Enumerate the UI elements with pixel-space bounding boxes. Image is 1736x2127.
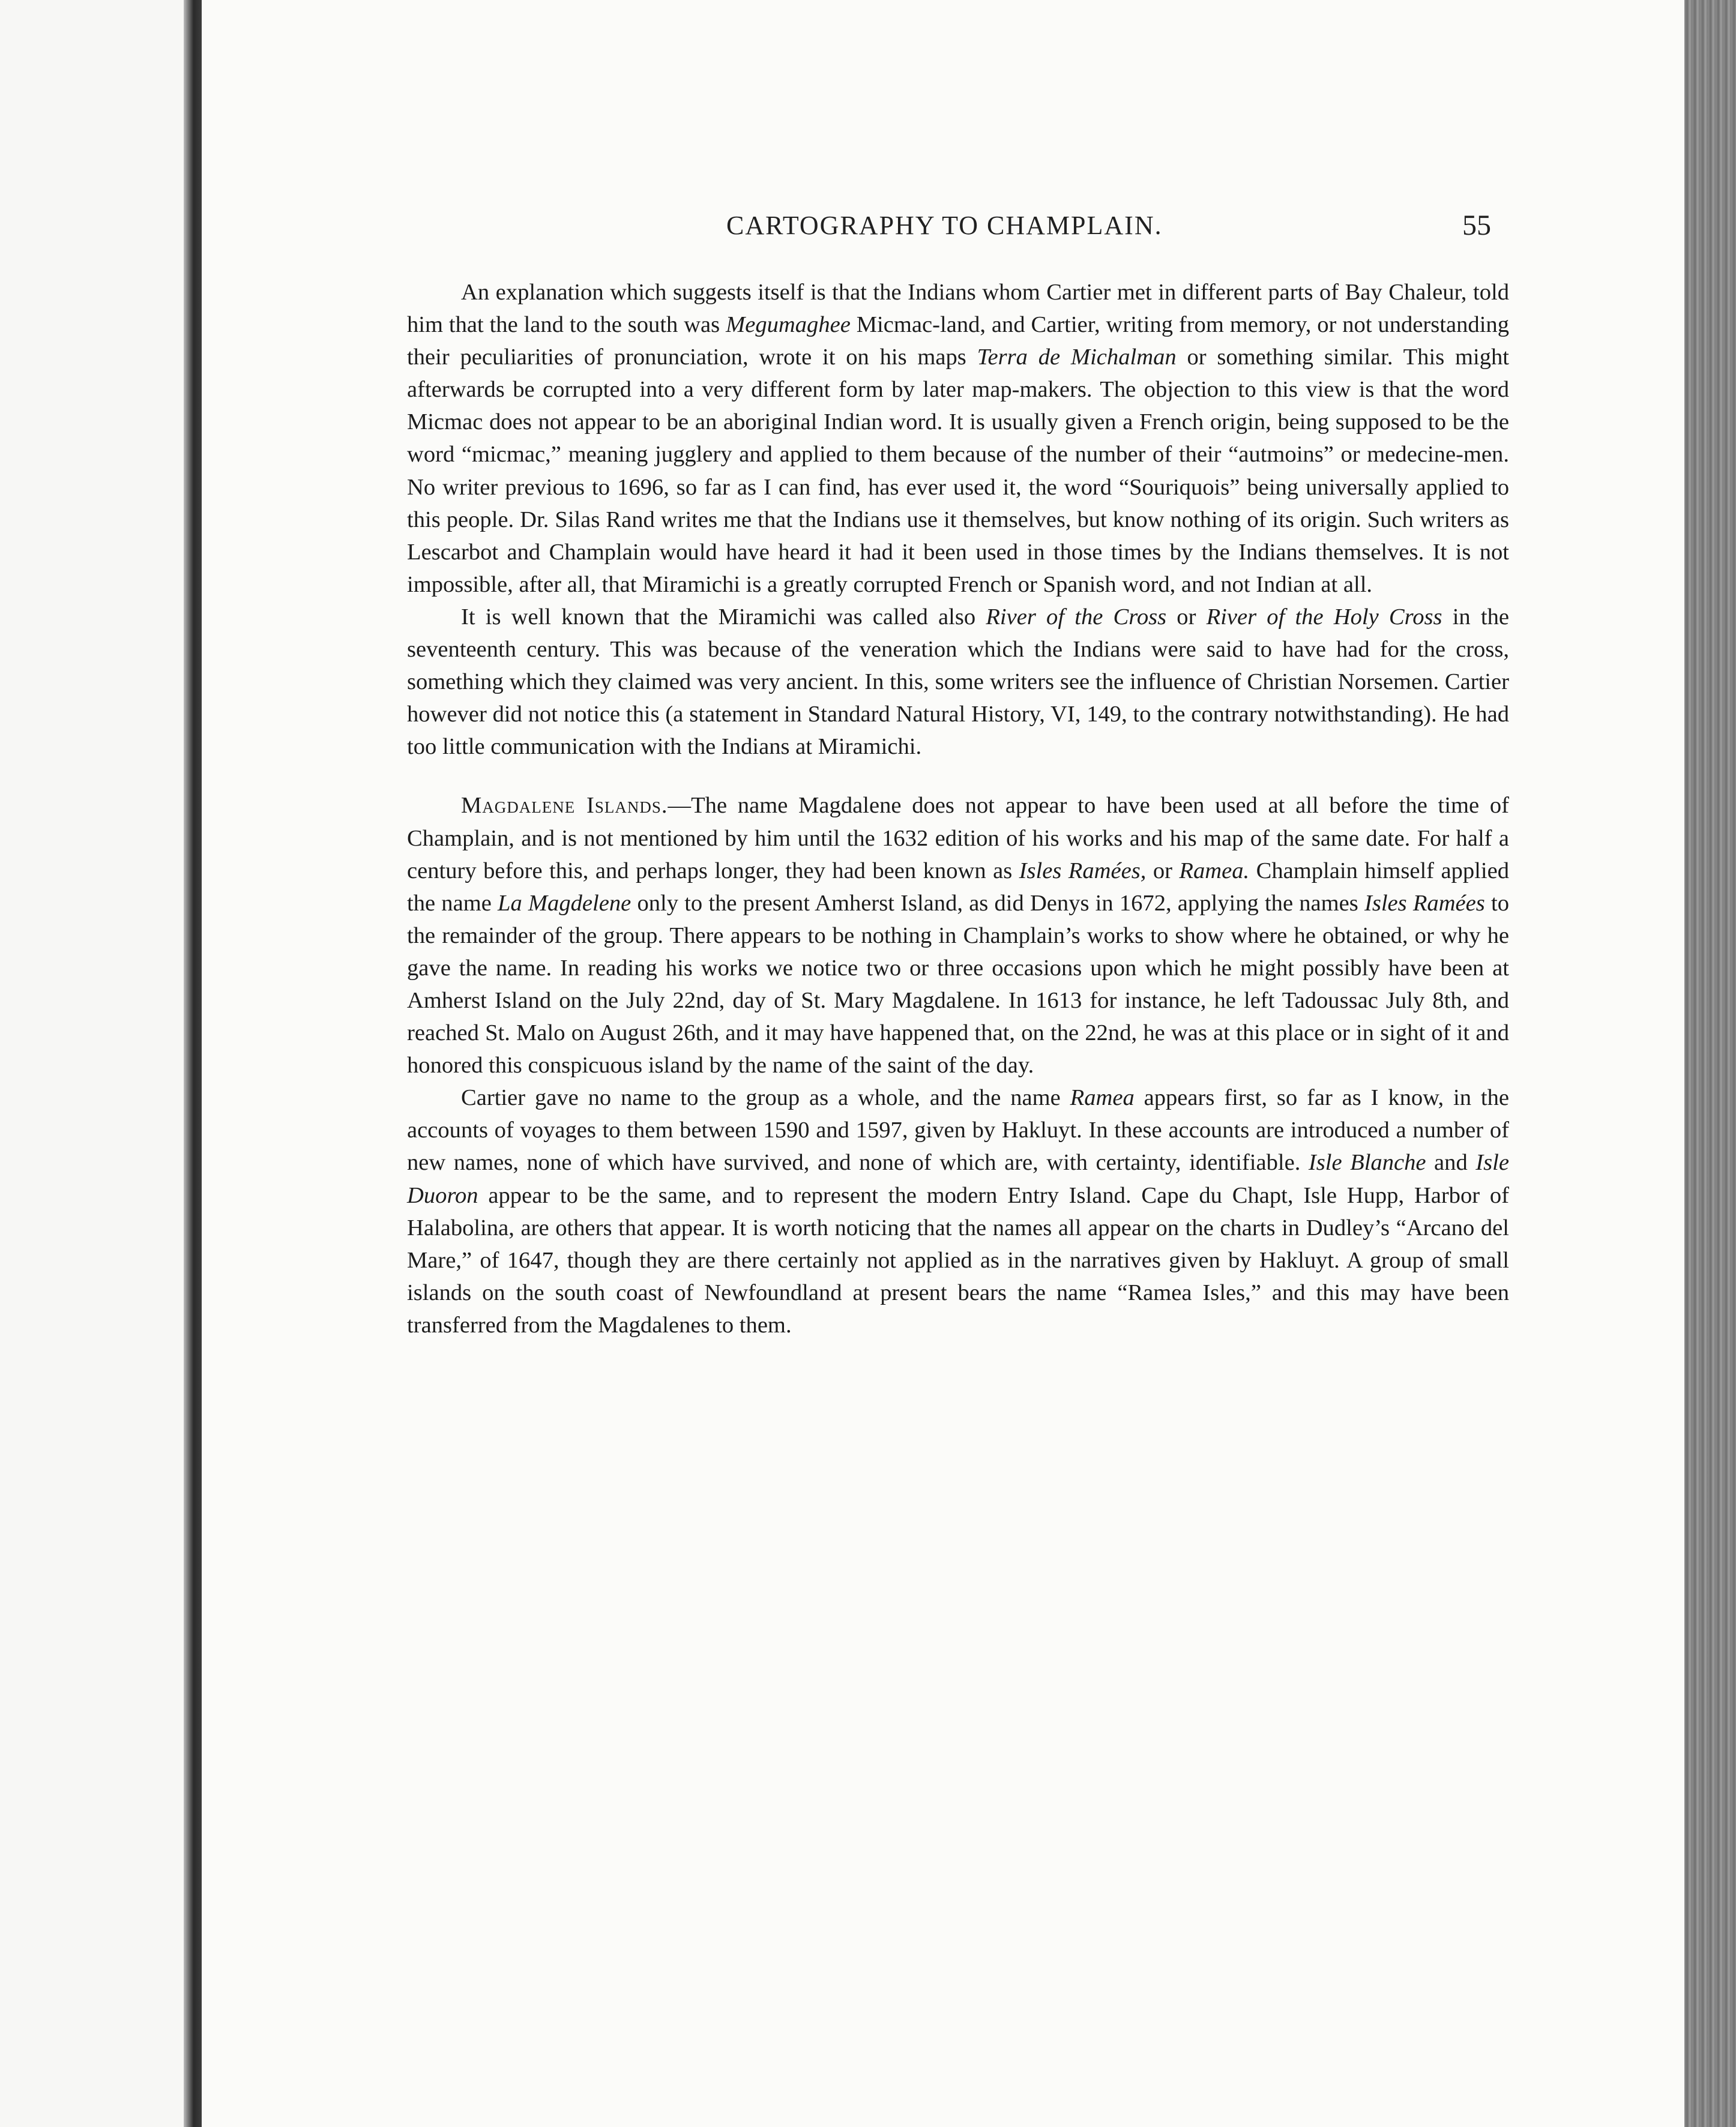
text-run: —The name Magdalene does not appear to have been used at all before the time of Champlain, and is not mentioned by him until the 1632 edition of his works and his map of the same date. For half a century before this, and perhaps longer, they had been known as — [407, 793, 1509, 883]
italic-term: La Magdelene — [498, 890, 631, 916]
paragraph — [407, 601, 1509, 763]
text-run: to the remainder of the group. There appears to be nothing in Champlain’s works to show where he obtained, or why he gave the name. In reading his works we notice two or three occasions upon which he might possibly have been at Amherst Island on the July 22nd, day of St. Mary Magdalene. In 1613 for instance, he left Tadoussac July 8th, and reached St. Malo on August 26th, and it may have happened that, on the 22nd, he was at this place or in sight of it and honored this conspicuous island by the name of the saint of the day. — [407, 890, 1509, 1079]
text-run: It is well known that the Miramichi was called also — [461, 604, 986, 630]
text-run: appear to be the same, and to represent the modern Entry Island. Cape du Chapt, Isle Hupp, Harbor of Halabolina, are others that appear. It is worth noticing that the names all appear on the charts in Dudley’s “Arcano del Mare,” of 1647, though they are there certainly not applied as in the narratives given by Hakluyt. A group of small islands on the south coast of Newfoundland at present bears the name “Ramea Isles,” and this may have been transferred from the Magdalenes to them. — [407, 1182, 1509, 1338]
section-heading: Magdalene Islands. — [461, 793, 668, 819]
italic-term: Megumaghee — [726, 312, 851, 338]
facing-page-edge — [0, 0, 184, 2127]
text-run: appears first, so far as I know, in the accounts of voyages to them between 1590 and 1597, given by Hakluyt. In these accounts are introduced a number of new names, none of which have survived, and none of which are, with certainty, identifiable. — [407, 1085, 1509, 1176]
paragraph — [407, 1082, 1509, 1341]
italic-term: Isle Duoron — [407, 1150, 1509, 1208]
italic-term: Isle Blanche — [1308, 1150, 1426, 1176]
page-number: 55 — [1462, 209, 1491, 241]
italic-term: Isles Ramées — [1364, 890, 1485, 916]
text-run: and — [1426, 1150, 1476, 1176]
text-run: Micmac-land, and Cartier, writing from memory, or not understanding their peculiarities of pronunciation, wrote it on his maps — [407, 312, 1509, 370]
paragraph — [407, 276, 1509, 601]
italic-term: Ramea — [1070, 1085, 1135, 1111]
book-gutter — [184, 0, 202, 2127]
text-run: or — [1146, 858, 1180, 883]
text-run: or something similar. This might afterwards be corrupted into a very different form by later map-makers. The objection to this view is that the word Micmac does not appear to be an aboriginal Indian word. It is usually given a French origin, being supposed to be the word “micmac,” meaning jugglery and applied to them because of the number of their “autmoins” or medecine-men. No writer previous to 1696, so far as I can find, has ever used it, the word “Souriquois” being universally applied to this people. Dr. Silas Rand writes me that the Indians use it themselves, but know nothing of its origin. Such writers as Lescarbot and Champlain would have heard it had it been used in those times by the Indians themselves. It is not impossible, after all, that Miramichi is a greatly corrupted French or Spanish word, and not Indian at all. — [407, 344, 1510, 597]
page-edges — [1684, 0, 1736, 2127]
text-run: or — [1166, 604, 1207, 630]
italic-term: Ramea. — [1179, 858, 1250, 883]
text-run: Champlain himself applied the name — [407, 858, 1509, 916]
italic-term: Isles Ramées, — [1019, 858, 1147, 883]
text-run: in the seventeenth century. This was because of the veneration which the Indians were said to have had for the cross, something which they claimed was very ancient. In this, some writers see the influence of Christian Norsemen. Cartier however did not notice this (a statement in Standard Natural History, VI, 149, to the contrary notwithstanding). He had too little communication with the Indians at Miramichi. — [407, 604, 1509, 760]
italic-term: River of the Holy Cross — [1206, 604, 1442, 630]
text-run: only to the present Amherst Island, as did Denys in 1672, applying the names — [631, 890, 1364, 916]
section-paragraph — [407, 789, 1509, 1082]
italic-term: Terra de Michalman — [977, 344, 1177, 370]
text-run: An explanation which suggests itself is that the Indians whom Cartier met in different parts of Bay Chaleur, told him that the land to the south was — [407, 280, 1509, 338]
running-head: CARTOGRAPHY TO CHAMPLAIN. — [726, 211, 1163, 240]
text-run: Cartier gave no name to the group as a whole, and the name — [461, 1085, 1070, 1111]
italic-term: River of the Cross — [986, 604, 1167, 630]
body-text — [407, 276, 1509, 1341]
